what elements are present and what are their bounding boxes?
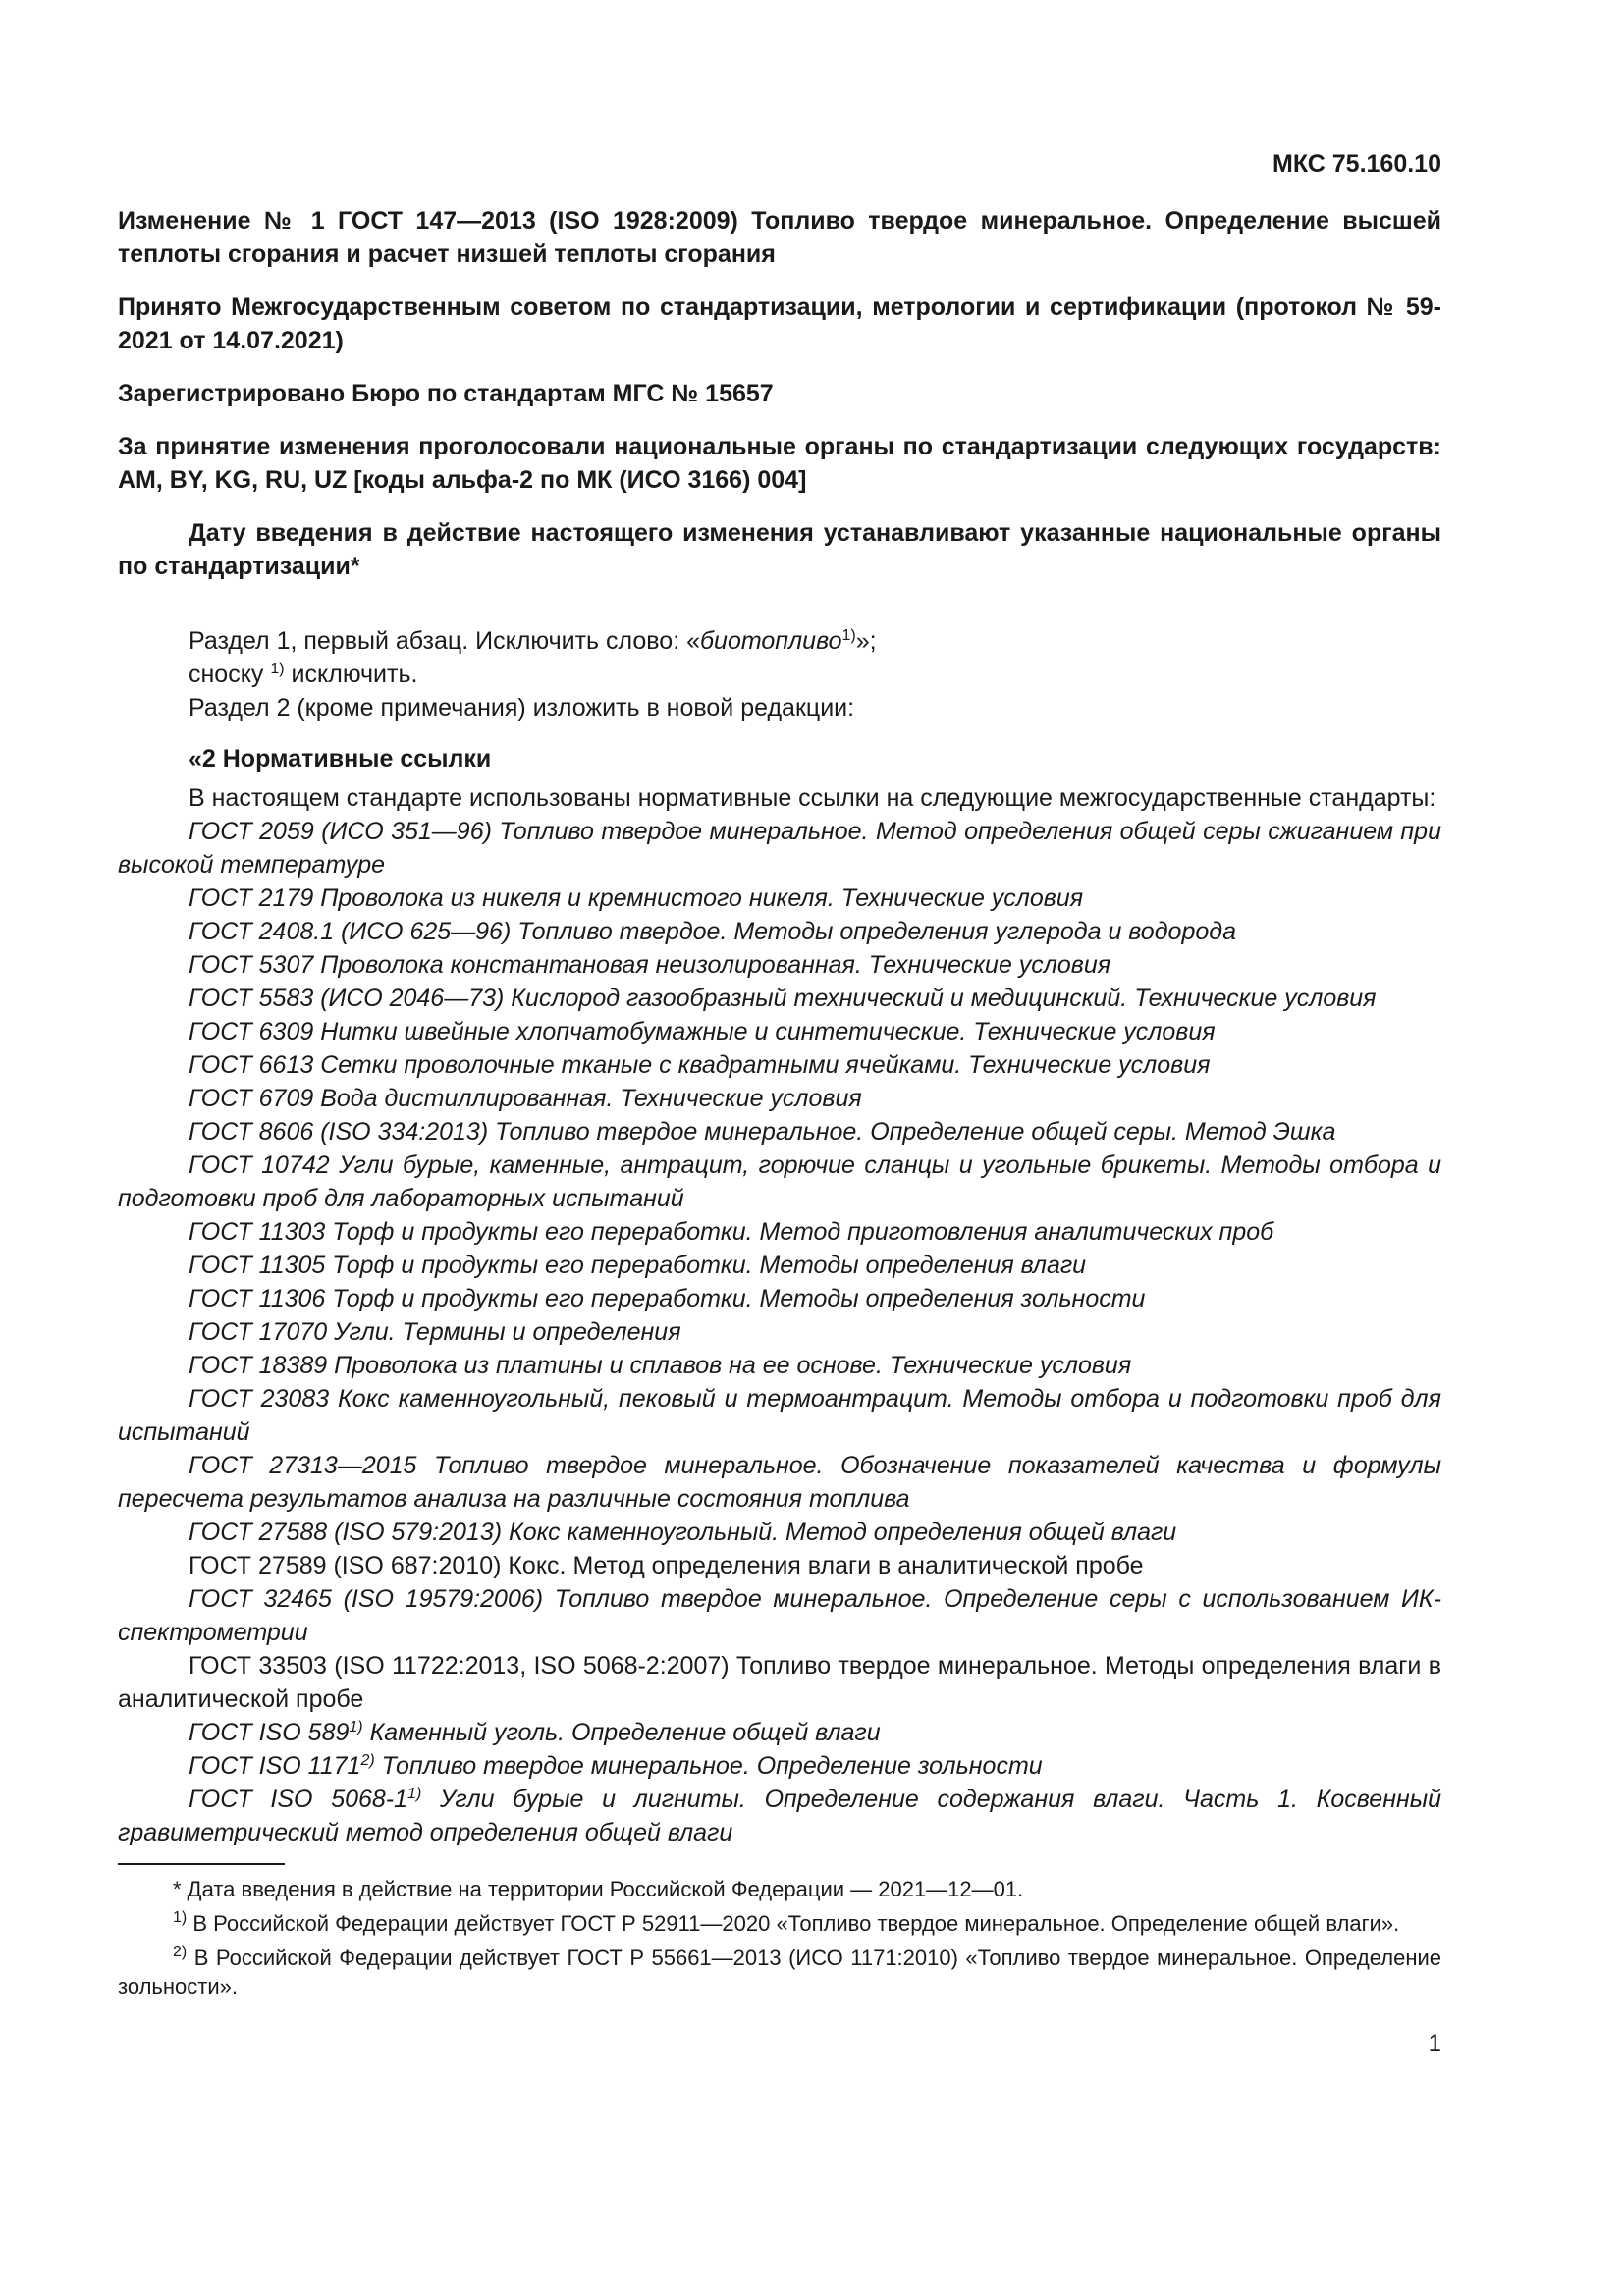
normative-reference-item <box>118 1582 1441 1649</box>
footnote-1-text: В Российской Федерации действует ГОСТ Р 52911—2020 «Топливо твердое минеральное. Определение общей влаги». <box>187 1911 1400 1936</box>
footnote-ref-1: 1) <box>270 661 285 677</box>
edit-instruction-3: Раздел 2 (кроме примечания) изложить в новой редакции: <box>189 694 855 721</box>
reference-text: ГОСТ 33503 (ISO 11722:2013, ISO 5068-2:2007) Топливо твердое минеральное. Методы определения влаги в аналитической пробе <box>118 1652 1441 1713</box>
reference-text: ГОСТ 27589 (ISO 687:2010) Кокс. Метод определения влаги в аналитической пробе <box>189 1552 1144 1579</box>
edit-1-prefix: Раздел 1, первый абзац. Исключить слово: « <box>189 627 700 655</box>
footnote-2 <box>118 1944 1441 2001</box>
voting-statement: За принятие изменения проголосовали национальные органы по стандартизации следующих государств: AM, BY, KG, RU, UZ [коды альфа-2 по МК (ИСО 3166) 004] <box>118 433 1441 494</box>
reference-text: ГОСТ 18389 Проволока из платины и сплавов на ее основе. Технические условия <box>189 1352 1132 1379</box>
reference-text: ГОСТ 17070 Угли. Термины и определения <box>189 1318 681 1346</box>
normative-reference-item <box>118 1549 1441 1582</box>
footnote-1-mark: 1) <box>173 1909 188 1926</box>
footnote-ref: 2) <box>360 1752 375 1769</box>
reference-text: ГОСТ 6613 Сетки проволочные тканые с квадратными ячейками. Технические условия <box>189 1051 1211 1079</box>
reference-text: ГОСТ ISO 1171 <box>189 1752 361 1780</box>
effective-date-statement: Дату введения в действие настоящего изменения устанавливают указанные национальные органы по стандартизации* <box>118 519 1441 580</box>
reference-text: ГОСТ ISO 589 <box>189 1719 350 1746</box>
normative-reference-item <box>118 982 1441 1015</box>
footnote-1 <box>118 1909 1441 1938</box>
normative-reference-item <box>118 1215 1441 1249</box>
reference-text: ГОСТ ISO 5068-1 <box>189 1786 408 1813</box>
normative-reference-item <box>118 948 1441 982</box>
registration-statement: Зарегистрировано Бюро по стандартам МГС № 15657 <box>118 380 774 407</box>
normative-reference-item <box>118 1315 1441 1349</box>
normative-reference-item <box>118 915 1441 948</box>
reference-text: ГОСТ 11306 Торф и продукты его переработки. Методы определения зольности <box>189 1285 1146 1312</box>
reference-text: ГОСТ 5307 Проволока константановая неизолированная. Технические условия <box>189 951 1111 979</box>
section-2-title: «2 Нормативные ссылки <box>189 745 492 773</box>
normative-reference-item <box>118 1382 1441 1449</box>
reference-text: ГОСТ 10742 Угли бурые, каменные, антрацит, горючие сланцы и угольные брикеты. Методы отбора и подготовки проб для лабораторных испытаний <box>118 1151 1441 1212</box>
edit-2-prefix: сноску <box>189 661 271 688</box>
amendment-title: Изменение № 1 ГОСТ 147—2013 (ISO 1928:2009) Топливо твердое минеральное. Определение высшей теплоты сгорания и расчет низшей теплоты сгорания <box>118 207 1441 268</box>
normative-reference-item <box>118 1349 1441 1382</box>
normative-reference-item <box>118 1015 1441 1048</box>
reference-text: ГОСТ 11303 Торф и продукты его переработки. Метод приготовления аналитических проб <box>189 1218 1274 1246</box>
document-page <box>118 147 1441 2006</box>
adopted-statement: Принято Межгосударственным советом по стандартизации, метрологии и сертификации (протокол № 59-2021 от 14.07.2021) <box>118 294 1441 354</box>
edit-instruction-2 <box>118 658 1441 691</box>
normative-reference-item <box>118 1783 1441 1849</box>
edit-1-suffix: »; <box>855 627 877 655</box>
normative-reference-item <box>118 1449 1441 1516</box>
footnote-ref: 1) <box>407 1786 422 1802</box>
reference-text: ГОСТ 2179 Проволока из никеля и кремнистого никеля. Технические условия <box>189 884 1084 912</box>
footnote-2-text: В Российской Федерации действует ГОСТ Р 55661—2013 (ИСО 1171:2010) «Топливо твердое минеральное. Определение зольности». <box>118 1946 1441 1999</box>
normative-reference-item <box>118 1048 1441 1082</box>
reference-text: ГОСТ 27313—2015 Топливо твердое минеральное. Обозначение показателей качества и формулы пересчета результатов анализа на различные состояния топлива <box>118 1452 1441 1513</box>
reference-text: ГОСТ 11305 Торф и продукты его переработки. Методы определения влаги <box>189 1252 1087 1279</box>
normative-reference-item <box>118 1516 1441 1549</box>
reference-text: ГОСТ 6309 Нитки швейные хлопчатобумажные и синтетические. Технические условия <box>189 1018 1216 1045</box>
page-number: 1 <box>1428 2030 1441 2056</box>
edit-2-suffix: исключить. <box>284 661 418 688</box>
normative-reference-item <box>118 1082 1441 1115</box>
edit-instruction-1 <box>118 624 1441 658</box>
footnote-ref-1: 1) <box>841 627 856 644</box>
reference-text: ГОСТ 6709 Вода дистиллированная. Технические условия <box>189 1085 862 1112</box>
normative-reference-item <box>118 1282 1441 1315</box>
normative-reference-item <box>118 815 1441 881</box>
reference-text: ГОСТ 2059 (ИСО 351—96) Топливо твердое минеральное. Метод определения общей серы сжиганием при высокой температуре <box>118 818 1441 879</box>
reference-title: Каменный уголь. Определение общей влаги <box>362 1719 881 1746</box>
normative-reference-item <box>118 1115 1441 1148</box>
footnote-star-mark: * <box>173 1877 182 1901</box>
reference-text: ГОСТ 5583 (ИСО 2046—73) Кислород газообразный технический и медицинский. Технические условия <box>189 985 1377 1012</box>
reference-text: ГОСТ 27588 (ISO 579:2013) Кокс каменноугольный. Метод определения общей влаги <box>189 1519 1177 1546</box>
reference-text: ГОСТ 23083 Кокс каменноугольный, пековый и термоантрацит. Методы отбора и подготовки проб для испытаний <box>118 1385 1441 1446</box>
normative-reference-item <box>118 1148 1441 1215</box>
reference-title: Угли бурые и лигниты. Определение содержания влаги. Часть 1. Косвенный гравиметрический метод определения общей влаги <box>118 1786 1442 1846</box>
footnote-star <box>118 1875 1441 1903</box>
reference-text: ГОСТ 2408.1 (ИСО 625—96) Топливо твердое. Методы определения углерода и водорода <box>189 918 1236 945</box>
footnote-ref: 1) <box>349 1719 363 1735</box>
edit-1-word: биотопливо <box>699 627 842 655</box>
normative-reference-item <box>118 881 1441 915</box>
reference-title: Топливо твердое минеральное. Определение зольности <box>374 1752 1043 1780</box>
normative-reference-item <box>118 1749 1441 1783</box>
footnote-2-mark: 2) <box>173 1944 188 1960</box>
mks-code: МКС 75.160.10 <box>1272 150 1441 178</box>
section-2-intro: В настоящем стандарте использованы нормативные ссылки на следующие межгосударственные стандарты: <box>189 784 1436 812</box>
footnote-star-text: Дата введения в действие на территории Российской Федерации — 2021—12—01. <box>181 1877 1024 1901</box>
normative-reference-item <box>118 1716 1441 1749</box>
reference-text: ГОСТ 32465 (ISO 19579:2006) Топливо твердое минеральное. Определение серы с использованием ИК-спектрометрии <box>118 1585 1441 1646</box>
footnote-separator <box>118 1863 285 1865</box>
normative-references-list <box>118 815 1441 1849</box>
reference-text: ГОСТ 8606 (ISO 334:2013) Топливо твердое минеральное. Определение общей серы. Метод Эшка <box>189 1118 1336 1146</box>
normative-reference-item <box>118 1649 1441 1716</box>
normative-reference-item <box>118 1249 1441 1282</box>
